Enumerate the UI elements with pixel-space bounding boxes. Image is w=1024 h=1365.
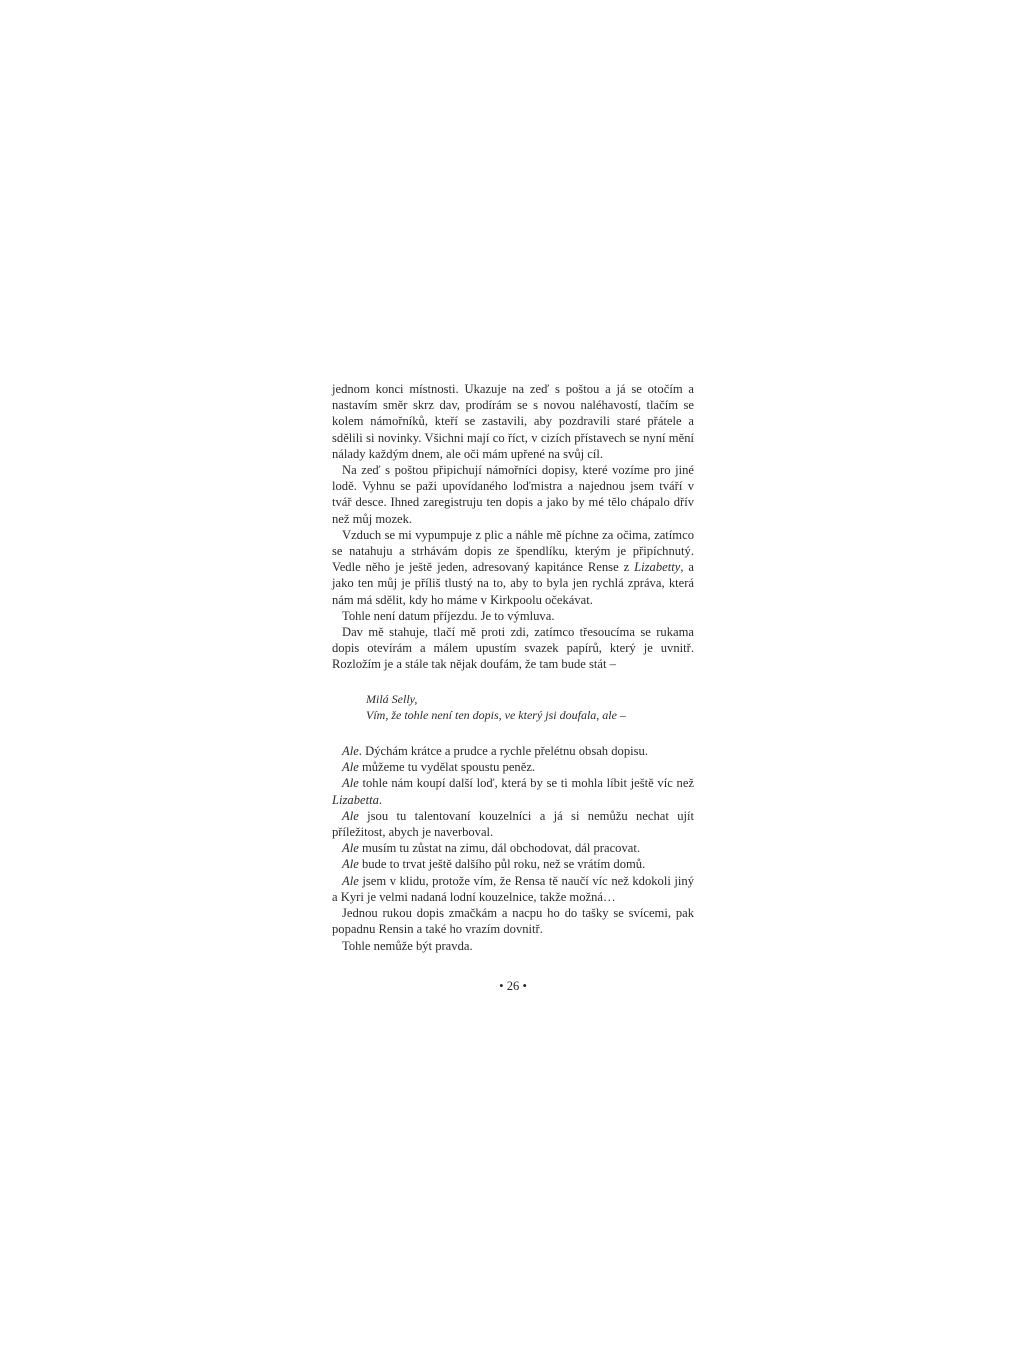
ale-word: Ale bbox=[342, 808, 359, 823]
letter-excerpt bbox=[332, 691, 694, 723]
letter-line: Vím, že tohle není ten dopis, ve který jsi doufala, ale – bbox=[366, 707, 626, 722]
ale-line bbox=[332, 759, 694, 775]
paragraph: Jednou rukou dopis zmačkám a nacpu ho do tašky se svícemi, pak popadnu Rensin a také ho vrazím dovnitř. bbox=[332, 906, 694, 937]
paragraph: jednom konci místnosti. Ukazuje na zeď s poštou a já se otočím a nastavím směr skrz dav, prodírám se s novou naléhavostí, tlačím se kolem námořníků, kteří se zastavili, aby pozdravili staré přátele a sdělili si novinky. Všichni mají co říct, v cizích přístavech se nyní mění nálady každým dnem, ale oči mám upřené na svůj cíl. bbox=[332, 382, 694, 461]
paragraph bbox=[332, 527, 694, 608]
ale-line bbox=[332, 743, 694, 759]
ale-text: . Dýchám krátce a prudce a rychle přelétnu obsah dopisu. bbox=[358, 744, 648, 759]
ale-line bbox=[332, 856, 694, 872]
letter-salutation: Milá Selly, bbox=[366, 691, 418, 706]
ale-word: Ale bbox=[342, 841, 359, 856]
ale-text: jsou tu talentovaní kouzelníci a já si nemůžu nechat ujít příležitost, abych je naverboval. bbox=[332, 808, 694, 840]
ale-word: Ale bbox=[342, 776, 359, 791]
ale-word: Ale bbox=[342, 760, 359, 775]
ale-word: Ale bbox=[342, 857, 359, 872]
ale-line bbox=[332, 873, 694, 905]
paragraph-text: , a jako ten můj je příliš tlustý na to, aby to byla jen rychlá zpráva, která nám má sdělit, kdy ho máme v Kirkpoolu očekávat. bbox=[332, 560, 695, 607]
ale-line bbox=[332, 808, 694, 840]
ale-text: musím tu zůstat na zimu, dál obchodovat, dál pracovat. bbox=[358, 841, 640, 856]
ship-name: Lizabetta bbox=[332, 792, 379, 807]
paragraph: Na zeď s poštou připichují námořníci dopisy, které vozíme pro jiné lodě. Vyhnu se paži upovídaného loďmistra a najednou jsem tváří v tvář desce. Ihned zaregistruju ten dopis a jako by mé tělo chápalo dřív než můj mozek. bbox=[332, 463, 694, 526]
page-body-text bbox=[332, 381, 694, 954]
ale-word: Ale bbox=[342, 873, 359, 888]
ale-line bbox=[332, 840, 694, 856]
ale-text: . bbox=[378, 792, 383, 807]
ale-text: tohle nám koupí další loď, která by se ti mohla líbit ještě víc než bbox=[358, 776, 694, 791]
ale-text: můžeme tu vydělat spoustu peněz. bbox=[358, 760, 536, 775]
paragraph: Tohle není datum příjezdu. Je to výmluva. bbox=[342, 608, 555, 623]
ale-line bbox=[332, 775, 694, 807]
ale-word: Ale bbox=[342, 744, 359, 759]
paragraph: Dav mě stahuje, tlačí mě proti zdi, zatímco třesoucíma se rukama dopis otevírám a málem upustím svazek papírů, který je uvnitř. Rozložím je a stále tak nějak doufám, že tam bude stát – bbox=[332, 625, 694, 672]
page-number: • 26 • bbox=[499, 979, 527, 993]
ale-text: jsem v klidu, protože vím, že Rensa tě naučí víc než kdokoli jiný a Kyri je velmi nadaná lodní kouzelnice, takže možná… bbox=[332, 873, 694, 904]
ship-name: Lizabetty bbox=[634, 560, 681, 575]
ale-text: bude to trvat ještě dalšího půl roku, než se vrátím domů. bbox=[358, 857, 646, 872]
paragraph-text: Vzduch se mi vypumpuje z plic a náhle mě píchne za očima, zatímco se natahuju a strhávám dopis ze špendlíku, kterým je připíchnutý. Vedle něho je ještě jeden, adresovaný kapitánce Rense z bbox=[332, 527, 694, 575]
paragraph: Tohle nemůže být pravda. bbox=[342, 938, 473, 953]
